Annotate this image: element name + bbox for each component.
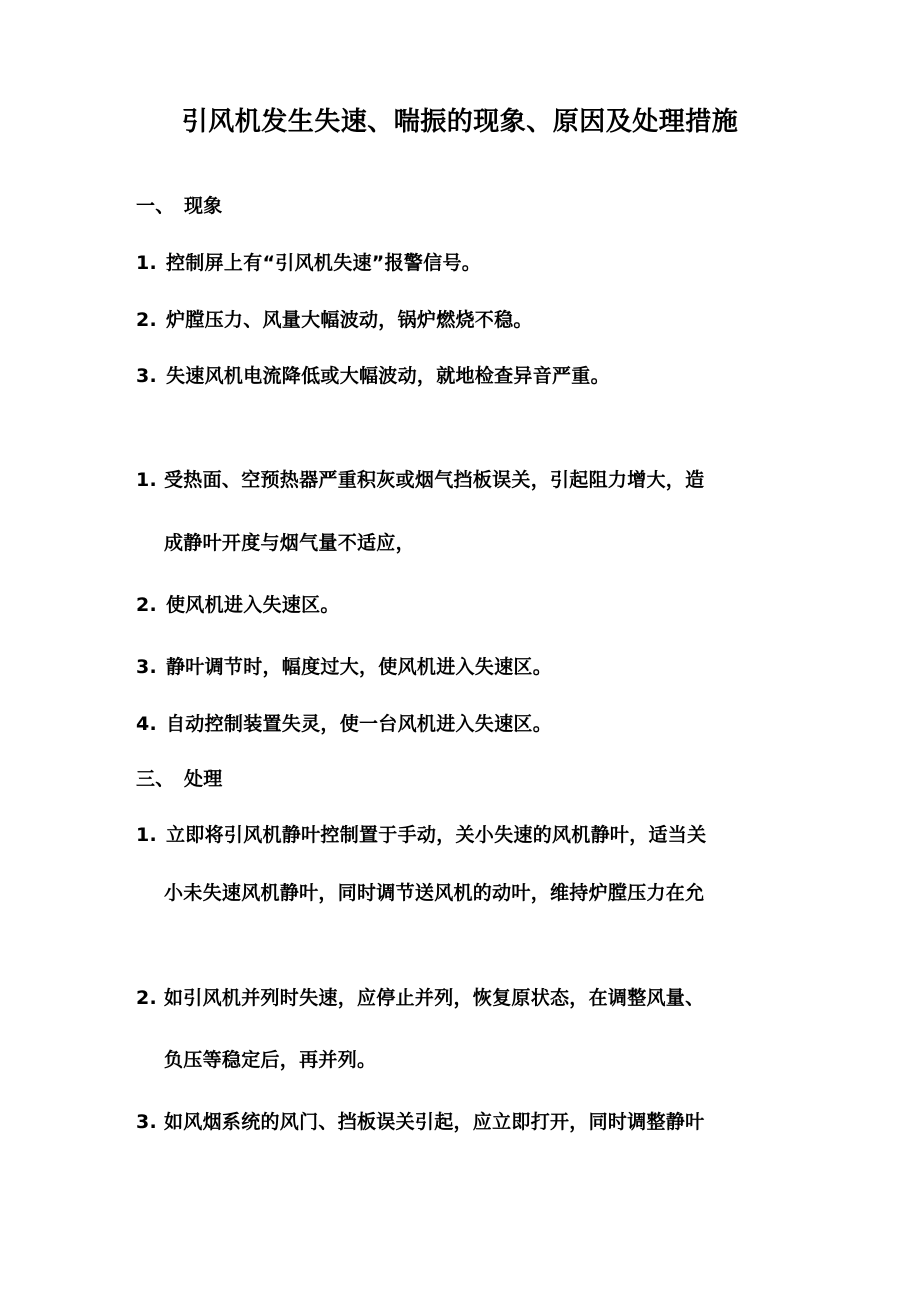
section-heading-number: 三、 <box>136 768 175 790</box>
list-item-number: 1. <box>136 824 158 846</box>
list-item-continuation: 成静叶开度与烟气量不适应， <box>164 532 415 554</box>
list-item-continuation: 负压等稳定后，再并列。 <box>164 1049 377 1071</box>
list-item-text: 控制屏上有“引风机失速”报警信号。 <box>166 252 482 274</box>
list-item-text: 失速风机电流降低或大幅波动，就地检查异音严重。 <box>166 365 610 387</box>
list-item <box>136 467 704 493</box>
section-heading-handling <box>136 766 223 792</box>
list-item-number: 1. <box>136 469 158 491</box>
document-title: 引风机发生失速、喘振的现象、原因及处理措施 <box>181 107 739 137</box>
list-item <box>136 592 340 618</box>
list-item-text: 使风机进入失速区。 <box>166 594 340 616</box>
section-heading-label: 处理 <box>184 768 223 790</box>
list-item-text: 如风烟系统的风门、挡板误关引起，应立即打开，同时调整静叶 <box>164 1111 705 1133</box>
list-item-text: 立即将引风机静叶控制置于手动，关小失速的风机静叶，适当关 <box>166 824 707 846</box>
list-item-number: 2. <box>136 594 158 616</box>
list-item-number: 3. <box>136 1111 158 1133</box>
list-item <box>136 363 610 389</box>
list-item <box>136 822 706 848</box>
list-item <box>136 985 704 1011</box>
list-item <box>136 711 552 737</box>
section-heading-phenomenon <box>136 193 223 219</box>
list-item-number: 3. <box>136 365 158 387</box>
list-item-number: 2. <box>136 309 158 331</box>
list-item-continuation: 小未失速风机静叶，同时调节送风机的动叶，维持炉膛压力在允 <box>164 882 705 904</box>
list-item-text: 受热面、空预热器严重积灰或烟气挡板误关，引起阻力增大，造 <box>164 469 705 491</box>
list-item-text: 如引风机并列时失速，应停止并列，恢复原状态，在调整风量、 <box>164 987 705 1009</box>
list-item-text: 自动控制装置失灵，使一台风机进入失速区。 <box>166 713 553 735</box>
list-item <box>136 250 481 276</box>
list-item <box>136 307 533 333</box>
list-item-text: 静叶调节时，幅度过大，使风机进入失速区。 <box>166 656 553 678</box>
list-item-number: 2. <box>136 987 158 1009</box>
list-item <box>136 1109 704 1135</box>
list-item-number: 1. <box>136 252 158 274</box>
list-item-number: 4. <box>136 713 158 735</box>
section-heading-label: 现象 <box>184 195 223 217</box>
list-item <box>136 654 552 680</box>
list-item-number: 3. <box>136 656 158 678</box>
list-item-text: 炉膛压力、风量大幅波动，锅炉燃烧不稳。 <box>166 309 533 331</box>
section-heading-number: 一、 <box>136 195 175 217</box>
